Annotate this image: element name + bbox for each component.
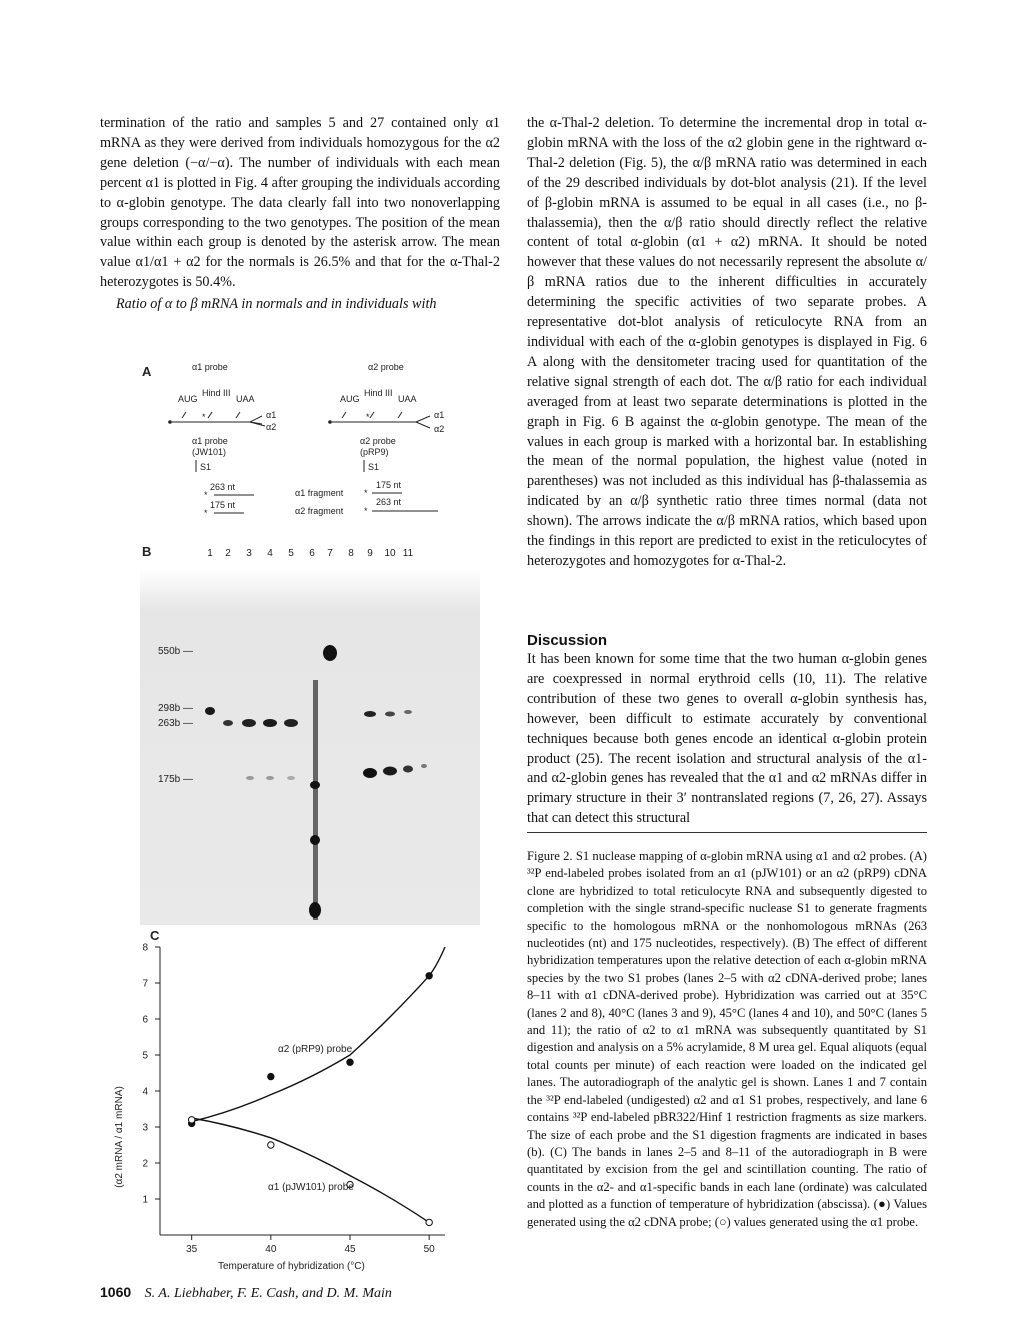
x-axis-label: Temperature of hybridization (°C) <box>218 1261 365 1272</box>
lane-label-8: 8 <box>348 548 354 559</box>
lane6-marker-smear <box>313 680 318 920</box>
right-column <box>527 114 927 572</box>
a2-fragment-label: α2 fragment <box>295 506 344 516</box>
discussion-column <box>527 650 927 829</box>
lane-label-3: 3 <box>246 548 252 559</box>
data-point-a1-40 <box>268 1142 274 1148</box>
left-para-1: termination of the ratio and samples 5 and 27 contained only α1 mRNA as they were derived from individuals homozygous for the α2 gene deletion (−α/−α). The number of individuals with each mean percent α1 is plotted in Fig. 4 after grouping the individuals according to α-globin genotype. The data clearly fall into two nonoverlapping groups corresponding to the two genotypes. The position of the mean value within each group is denoted by the asterisk arrow. The mean value α1/α1 + α2 for the normals is 26.5% and that for the α-Thal-2 heterozygotes is 50.4%. <box>100 115 500 291</box>
lane-label-9: 9 <box>367 548 373 559</box>
marker-263b: 263b — <box>158 718 194 729</box>
left-aug: AUG <box>178 394 198 404</box>
left-gene-line <box>172 416 262 424</box>
y-tick-label-6: 6 <box>142 1014 148 1026</box>
left-probe-title: α1 probe <box>192 362 228 372</box>
band-lane3-263 <box>242 719 256 727</box>
right-aug: AUG <box>340 394 360 404</box>
lane6-marker-mid <box>310 835 320 845</box>
y-axis-label: (α2 mRNA / α1 mRNA) <box>114 1086 125 1188</box>
right-probe-label: α2 probe <box>360 436 396 446</box>
band-lane8-175 <box>363 768 377 778</box>
panel-c-label: C <box>150 928 160 943</box>
band-lane7-probe <box>323 645 337 661</box>
right-probe-title: α2 probe <box>368 362 404 372</box>
discussion-para: It has been known for some time that the two human α-globin genes are coexpressed in normal erythroid cells (10, 11). The relative contribution of these two genes to overall α-globin synthesis has, however, been difficult to estimate accurately by conventional techniques because both genes encode an identical α-globin protein product (25). The recent isolation and structural analysis of the α1- and α2-globin genes has revealed that the α1 and α2 mRNAs differ in primary structure in their 3′ nontranslated regions (7, 26, 27). Assays that can detect this structural <box>527 651 927 827</box>
lane-label-2: 2 <box>225 548 231 559</box>
y-tick-label-4: 4 <box>142 1086 148 1098</box>
figure-panel-a <box>140 360 480 530</box>
svg-text:*: * <box>364 488 368 498</box>
series-curve-1 <box>192 1118 430 1222</box>
right-probe-dot <box>328 420 332 424</box>
left-a2: α2 <box>266 422 277 432</box>
left-uaa: UAA <box>236 394 255 404</box>
lane-label-6: 6 <box>309 548 315 559</box>
left-nt1: 263 nt <box>210 482 236 492</box>
data-point-a2-45 <box>347 1059 353 1065</box>
lane-label-11: 11 <box>402 548 414 559</box>
y-tick-label-7: 7 <box>142 978 148 990</box>
lane-label-1: 1 <box>207 548 213 559</box>
data-point-a1-50 <box>426 1219 432 1225</box>
band-lane2-263 <box>223 720 233 726</box>
svg-text:*: * <box>204 508 208 518</box>
lane6-marker-bottom <box>309 902 321 918</box>
data-point-a2-40 <box>268 1073 274 1079</box>
x-tick-label-35: 35 <box>186 1244 198 1255</box>
data-point-a1-35 <box>188 1117 194 1123</box>
band-lane9-263 <box>385 712 395 717</box>
panel-a-label: A <box>142 364 152 379</box>
right-a1: α1 <box>434 410 445 420</box>
right-site-ticks <box>342 412 402 418</box>
series-curve-0 <box>192 947 445 1122</box>
band-lane5-175 <box>287 776 295 780</box>
figure-panel-b-autoradiograph <box>140 540 480 925</box>
footer-authors: S. A. Liebhaber, F. E. Cash, and D. M. Main <box>144 1286 392 1301</box>
series-label-a1: α1 (pJW101) probe <box>268 1182 354 1193</box>
left-para-2: Ratio of α to β mRNA in normals and in individuals with <box>116 296 437 313</box>
marker-175b: 175b — <box>158 774 194 785</box>
band-lane4-175 <box>266 776 274 780</box>
right-hind: Hind III <box>364 388 393 398</box>
page-footer <box>100 1284 392 1302</box>
panel-b-label: B <box>142 544 152 559</box>
band-lane4-263 <box>263 719 277 727</box>
band-lane5-263 <box>284 719 298 727</box>
lane-label-7: 7 <box>327 548 333 559</box>
left-a1: α1 <box>266 410 277 420</box>
y-tick-label-3: 3 <box>142 1122 148 1134</box>
right-nt2: 263 nt <box>376 497 402 507</box>
lane-label-4: 4 <box>267 548 273 559</box>
right-gene-line <box>332 416 430 428</box>
left-probe-label: α1 probe <box>192 436 228 446</box>
band-lane1-probe <box>205 707 215 715</box>
band-lane8-263 <box>364 711 376 717</box>
right-a2: α2 <box>434 424 445 434</box>
left-s1: S1 <box>200 462 212 472</box>
lane6-marker-175 <box>310 781 320 789</box>
left-column <box>100 114 500 315</box>
right-s1: S1 <box>368 462 380 472</box>
x-tick-label-50: 50 <box>423 1244 435 1255</box>
svg-text:*: * <box>204 490 208 500</box>
y-tick-label-8: 8 <box>142 942 148 954</box>
lane-labels <box>207 548 413 559</box>
x-ticks <box>186 1235 435 1255</box>
lane-label-10: 10 <box>384 548 396 559</box>
left-gene-line-b <box>172 422 265 426</box>
y-tick-label-1: 1 <box>142 1194 148 1206</box>
caption-rule <box>527 832 927 833</box>
band-lane3-175 <box>246 776 254 780</box>
band-lane10-263 <box>404 710 412 714</box>
left-hind: Hind III <box>202 388 231 398</box>
data-point-a2-50 <box>426 973 432 979</box>
series-label-a2: α2 (pRP9) probe <box>278 1044 353 1055</box>
right-probe-clone: (pRP9) <box>360 447 389 457</box>
discussion-heading: Discussion <box>527 632 608 649</box>
band-lane9-175 <box>383 767 397 776</box>
svg-text:*: * <box>364 506 368 516</box>
left-nt2: 175 nt <box>210 500 236 510</box>
left-probe-clone: (JW101) <box>192 447 227 457</box>
marker-550b: 550b — <box>158 646 194 657</box>
svg-text:*: * <box>366 412 370 422</box>
left-probe-dot <box>168 420 172 424</box>
gel-background <box>140 568 480 925</box>
left-site-ticks <box>182 412 240 418</box>
y-ticks <box>142 943 160 1206</box>
marker-298b: 298b — <box>158 703 194 714</box>
x-tick-label-40: 40 <box>265 1244 277 1255</box>
lane-label-5: 5 <box>288 548 294 559</box>
right-uaa: UAA <box>398 394 417 404</box>
a1-fragment-label: α1 fragment <box>295 488 344 498</box>
right-nt1: 175 nt <box>376 480 402 490</box>
figure-caption: Figure 2. S1 nuclease mapping of α-globin mRNA using α1 and α2 probes. (A) ³²P end-labeled probes isolated from an α1 (pJW101) or an α2 (pRP9) cDNA clone are hybridized to total reticulocyte RNA and subsequently digested to completion with the single strand-specific nuclease S1 to generate fragments specific to the homologous mRNA or the nonhomologous mRNAs (263 nucleotides (nt) and 175 nucleotides, respectively). (B) The effect of different hybridization temperatures upon the relative detection of each α-globin mRNA species by the two S1 probes (lanes 2–5 with α2 cDNA-derived probe; lanes 8–11 with α1 cDNA-derived probe). Hybridization was carried out at 35°C (lanes 2 and 8), 40°C (lanes 3 and 9), 45°C (lanes 4 and 10), and 50°C (lanes 5 and 11); the ratio of α2 to α1 mRNA was subsequently quantitated by S1 digestion and analysis on a 5% acrylamide, 8 M urea gel. Equal aliquots (equal total counts per minute) of each reaction were loaded on the indicated gel lanes. The autoradiograph of the analytic gel is shown. Lanes 1 and 7 contain the ³²P end-labeled (undigested) α2 and α1 S1 probes, respectively, and lane 6 contains ³²P end-labeled pBR322/Hinf 1 restriction fragments as size markers. The size of each probe and the S1 digestion fragments are indicated in bases (b). (C) The bands in lanes 2–5 and 8–11 of the autoradiograph in B were quantitated by excision from the gel and scintillation counting. The ratio of counts in the α2- and α1-specific bands in each lane (ordinate) was calculated and plotted as a function of temperature of hybridization (abscissa). (●) Values generated using the α2 cDNA probe; (○) values generated using the α1 probe. <box>527 849 927 1229</box>
page-number: 1060 <box>100 1284 132 1300</box>
right-para-1: the α-Thal-2 deletion. To determine the incremental drop in total α-globin mRNA with the loss of the α2 globin gene in the rightward α-Thal-2 deletion (Fig. 5), the α/β mRNA ratio was determined in each of the 29 described individuals by dot-blot analysis (21). If the level of β-globin mRNA is assumed to be equal in all cases (i.e., no β-thalassemia), then the α/β ratio should directly reflect the relative content of total α-globin (α1 + α2) mRNA. It should be noted however that these values do not necessarily represent the absolute α/β mRNA ratios due to the inherent difficulties in accurately determining the specific activities of two separate probes. A representative dot-blot analysis of reticulocyte RNA from an individual with each of the α-globin genotypes is displayed in Fig. 6 A along with the densitometer tracing used for quantitation of the relative signal strength of each dot. The α/β ratio for each individual averaged from at least two separate determinations is plotted in the graph in Fig. 6 B against the α-globin genotype. The mean of the values in each group is marked with a horizontal bar. In establishing the mean of the normal population, the highest value (noted in parentheses) was not included as this individual has β-thalassemia as indicated by an α/β synthetic ratio three times normal (data not shown). The arrows indicate the α/β mRNA ratios, which based upon the findings in this report are predicted to exist in the reticulocytes of heterozygotes and homozygotes for α-Thal-2. <box>527 115 927 569</box>
x-tick-label-45: 45 <box>344 1244 356 1255</box>
svg-text:*: * <box>202 412 206 422</box>
band-lane11-175 <box>421 764 427 768</box>
y-tick-label-5: 5 <box>142 1050 148 1062</box>
band-lane10-175 <box>403 766 413 773</box>
y-tick-label-2: 2 <box>142 1158 148 1170</box>
figure-panel-c-chart <box>100 925 480 1275</box>
